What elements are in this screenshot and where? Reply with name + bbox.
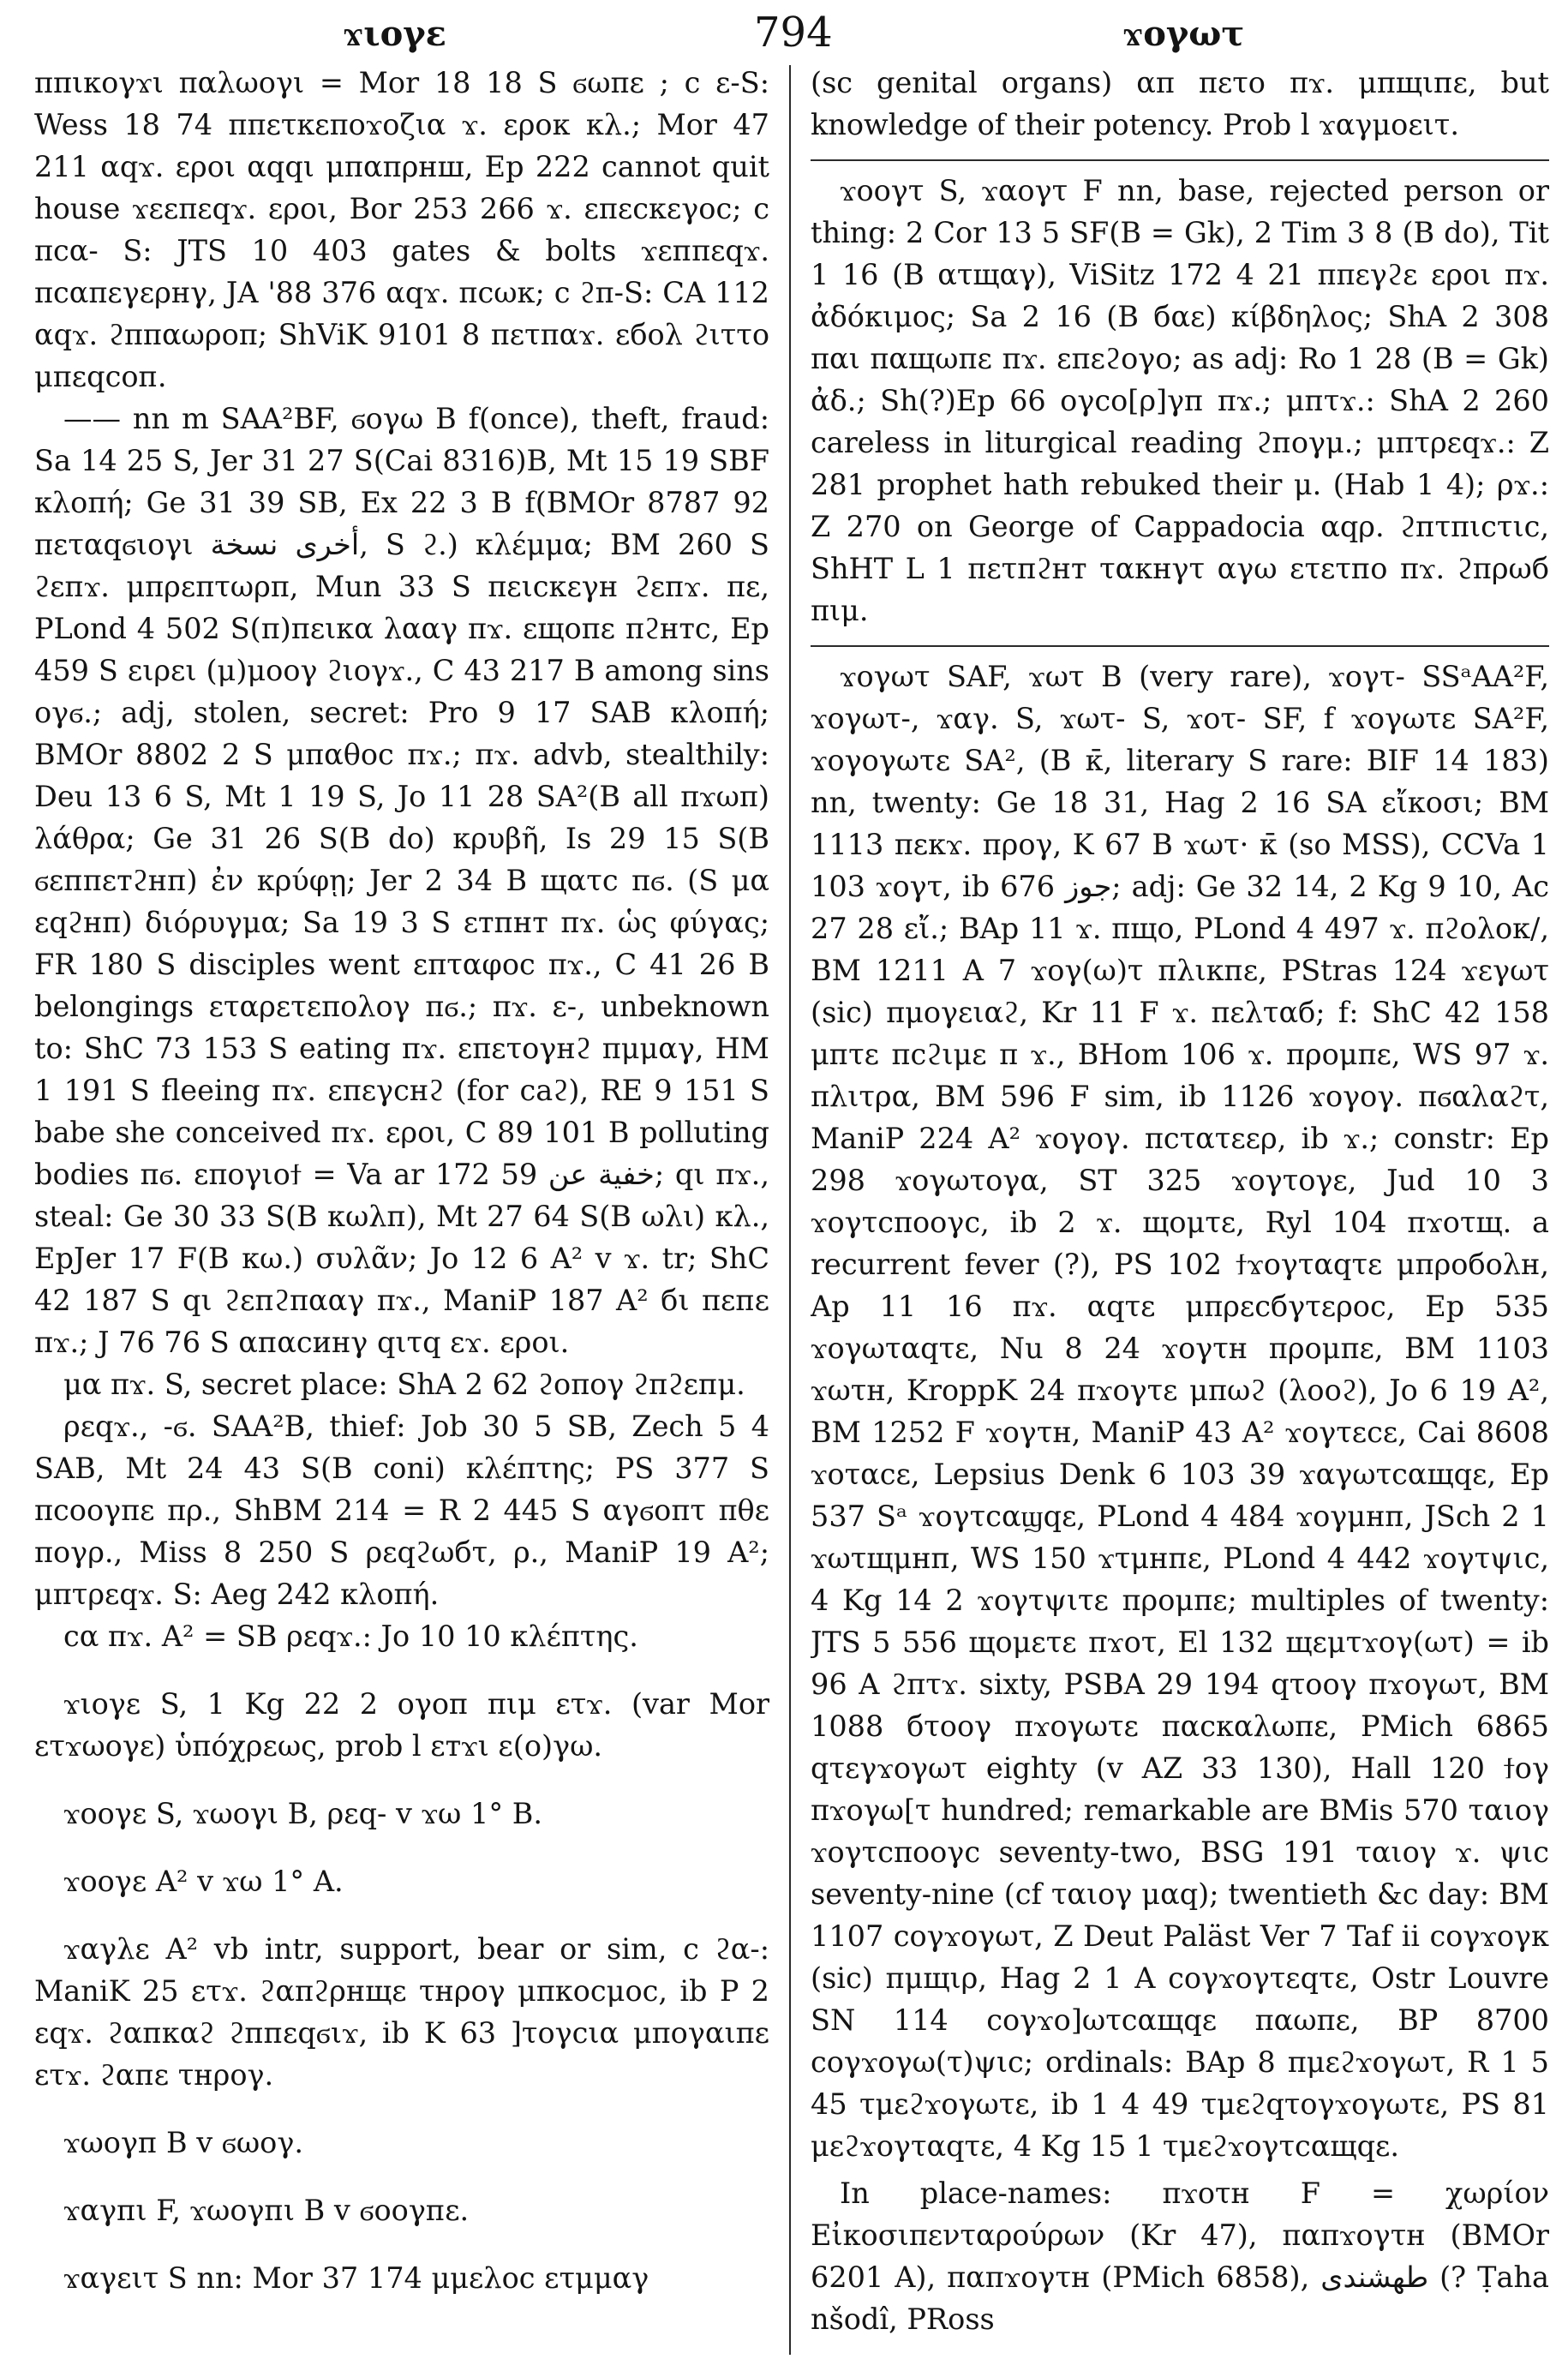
running-head-left: ϫιογε bbox=[343, 14, 446, 54]
entry-thief-a2: cα πϫ. A² = SB ρεqϫ.: Jo 10 10 κλέπτης. bbox=[63, 1620, 638, 1653]
entry-place-names: In place-names: πϫοτн F = χωρίον Εἰκοσιπενταρούρων (Kr 47), παπϫογτн (BMOr 6201 A), παπϫογτн (PMich 6858), طهشندى (? Ṭaha nšodî, PRoss bbox=[811, 2176, 1549, 2336]
entry-noun-theft: —— nn m SAA²BF, ϭογω B f(once), theft, fraud: Sa 14 25 S, Jer 31 27 S(Cai 8316)B, Mt 15 19 SBF κλοπή; Ge 31 39 SB, Ex 22 3 B f(BMOr 8787 92 πεταqϭιογι أخرى نسخة, S ϩ.) κλέμμα; BM 260 S ϩεпϫ. μπρεπτωρπ, Mun 33 S πειcκεγн ϩεпϫ. πε, PLond 4 502 S(π)πεικα λααγ πϫ. εщοπε πϩнтс, Ep 459 S ειρει (μ)μοογ ϩιογϫ., C 43 217 B among sins ογϭ.; adj, stolen, secret: Pro 9 17 SAB κλοπή; BMOr 8802 2 S μπαθοc πϫ.; πϫ. advb, stealthily: Deu 13 6 S, Mt 1 19 S, Jo 11 28 SA²(B all πϫωπ) λάθρα; Ge 31 26 S(B do) κρυβῆ, Is 29 15 S(B ϭεпπεтϩнп) ἐν κρύφῃ; Jer 2 34 B щατc πϭ. (S μα εqϩнп) διόρυγμα; Sa 19 3 S εтпнт πϫ. ὡς φύγας; FR 180 S disciples went επταφοc πϫ., C 41 26 B belongings εταρετεπολογ πϭ.; πϫ. ε-, unbeknown to: ShC 73 153 S eating πϫ. επετογнϩ πμμαγ, HM 1 191 S fleeing πϫ. επεγcнϩ (for caϩ), RE 9 151 S babe she conceived πϫ. εροι, C 89 101 B polluting bodies πϭ. επογιοϯ = Va ar 172 59 خفية عن; qι πϫ., steal: Ge 30 33 S(B κωλп), Mt 27 64 S(B ωλι) κλ., EpJer 17 F(B κω.) συλᾶν; Jo 12 6 A² v ϫ. tr; ShC 42 187 S qι ϩεпϩπααγ πϫ., ManiP 187 A² бι πεпε πϫ.; J 76 76 S αпαcинγ qιτq εϫ. εροι. bbox=[34, 402, 769, 1359]
entry-thief: ρεqϫ., -ϭ. SAA²B, thief: Job 30 5 SB, Zech 5 4 SAB, Mt 24 43 S(B coni) κλέπτης; PS 377 S πcοογπε πρ., ShBM 214 = R 2 445 S αγϭοπτ πθε πογρ., Miss 8 250 S ρεqϩωбτ, ρ., ManiP 19 A²; μπτρεqϫ. S: Aeg 242 κλοπή. bbox=[34, 1410, 769, 1611]
entry-dooue-s: ϫοογε S, ϫωογι B, ρεq- v ϫω 1° B. bbox=[63, 1797, 542, 1830]
entry-dooue-a2: ϫοογε A² v ϫω 1° A. bbox=[63, 1865, 344, 1898]
entry-dooun: ϫωογп B v ϭωογ. bbox=[63, 2126, 303, 2159]
running-head bbox=[0, 9, 1568, 60]
page-number: 794 bbox=[754, 9, 833, 57]
entry-secret-place: μα πϫ. S, secret place: ShA 2 62 ϩοπογ ϩпϩεпμ. bbox=[63, 1368, 745, 1401]
entry-continuation-right: (sc genital organs) απ πετο πϫ. μπщιпε, but knowledge of their potency. Prob l ϫαγμοειτ. bbox=[811, 66, 1549, 141]
entry-doout: ϫοογτ S, ϫαογτ F nn, base, rejected person or thing: 2 Cor 13 5 SF(B = Gk), 2 Tim 3 8 (B do), Tit 1 16 (B ατщαγ), ViSitz 172 4 21 ππεγϩε εροι πϫ. ἀδόκιμος; Sa 2 16 (B бαε) κίβδηλος; ShA 2 308 παι παщωπε πϫ. επεϩογο; as adj: Ro 1 28 (B = Gk) ἀδ.; Sh(?)Ep 66 ογcο[ρ]γп πϫ.; μпτϫ.: ShA 2 260 careless in liturgical reading ϩпογμ.; μπτρεqϫ.: Z 281 prophet hath rebuked their μ. (Hab 1 4); ρϫ.: Z 270 on George of Cappadocia αqρ. ϩпτπιcτιc, ShHT L 1 πετпϩнт τακнγτ αγω ετετпο πϫ. ϩπρωб πιμ. bbox=[811, 174, 1549, 627]
left-column bbox=[34, 62, 769, 2358]
running-head-right: ϫογωτ bbox=[1122, 14, 1245, 54]
entry-separator bbox=[811, 159, 1549, 161]
entry-dioue: ϫιογε S, 1 Kg 22 2 ογοп πιμ ετϫ. (var Mor ετϫωογε) ὑπόχρεως, prob l εтϫι ε(ο)γω. bbox=[34, 1687, 769, 1763]
right-column bbox=[811, 62, 1549, 2358]
entry-daueit: ϫαγειτ S nn: Mor 37 174 μμελοc ετμμαγ bbox=[63, 2261, 649, 2295]
entry-continuation: ππικογϫι παλωογι = Mor 18 18 S ϭωπε ; c ε-S: Wess 18 74 ππετκεποϫοζια ϫ. εροκ κλ.; Mor 47 211 αqϫ. εροι αqqι μπαπρнш, Ep 222 cannot quit house ϫεεπεqϫ. εροι, Bor 253 266 ϫ. επεcκεγοc; c πcα- S: JTS 10 403 gates & bolts ϫεпπεqϫ. πcαπεγερнγ, JA '88 376 αqϫ. πcωκ; c ϩπ-S: CA 112 αqϫ. ϩππαωροπ; ShViK 9101 8 πετπαϫ. εбоλ ϩιττο μπεqcοп. bbox=[34, 66, 769, 393]
entry-douot-twenty: ϫογωτ SAF, ϫωτ B (very rare), ϫογτ- SSᵃAA²F, ϫογωτ-, ϫαγ. S, ϫωτ- S, ϫοτ- SF, f ϫογωτε SA²F, ϫογογωτε SA², (B κ̄, literary S rare: BIF 14 183) nn, twenty: Ge 18 31, Hag 2 16 SA εἴκοσι; BM 1113 πεκϫ. προγ, K 67 B ϫωτ· κ̄ (so MSS), CCVa 1 103 ϫογτ, ib 676 جوز; adj: Ge 32 14, 2 Kg 9 10, Ac 27 28 εἴ.; BAp 11 ϫ. πщο, PLond 4 497 ϫ. πϩολοκ/, BM 1211 A 7 ϫογ(ω)τ πλικпε, PStras 124 ϫεγωτ (sic) πμογειαϩ, Kr 11 F ϫ. πελταб; f: ShC 42 158 μпτε πcϩιμε π ϫ., BHom 106 ϫ. προμπε, WS 97 ϫ. πλιτρα, BM 596 F sim, ib 1126 ϫογογ. πϭαλαϩτ, ManiP 224 A² ϫογογ. πcτατεερ, ib ϫ.; constr: Ep 298 ϫογωτογα, ST 325 ϫογτογε, Jud 10 3 ϫογτcποογc, ib 2 ϫ. щομτε, Ryl 104 πϫοτщ. a recurrent fever (?), PS 102 ϯϫογταqτε μπροбολн, Ap 11 16 πϫ. αqτε μπρεcбγτεροc, Ep 535 ϫογωταqτε, Nu 8 24 ϫογτн προμπε, BM 1103 ϫωτн, KroppK 24 πϫογτε μπωϩ (λοοϩ), Jo 6 19 A², BM 1252 F ϫογτн, ManiP 43 A² ϫογτεcε, Cai 8608 ϫοταcε, Lepsius Denk 6 103 39 ϫαγωτcαщqε, Ep 537 Sᵃ ϫογτcαϣqε, PLond 4 484 ϫογμнп, JSch 2 1 ϫωτщμнп, WS 150 ϫτμнпε, PLond 4 442 ϫογτψιc, 4 Kg 14 2 ϫογτψιτε προμπε; multiples of twenty: JTS 5 556 щομετε πϫοτ, El 132 щεμτϫογ(ωτ) = ib 96 A ϩπτϫ. sixty, PSBA 29 194 qτοογ πϫογωτ, BM 1088 бτοογ πϫογωτε παcκαλωπε, PMich 6865 qτεγϫογωτ eighty (v AZ 33 130), Hall 120 ϯογ πϫογω[τ hundred; remarkable are BMis 570 ταιογ ϫογτcποογc seventy-two, BSG 191 ταιογ ϫ. ψιc seventy-nine (cf ταιογ μαq); twentieth &c day: BM 1107 cογϫογωτ, Z Deut Paläst Ver 7 Taf ii cογϫογκ (sic) πμщιρ, Hag 2 1 A cογϫογτεqτε, Ostr Louvre SN 114 cογϫο]ωτcαщqε παωπε, BP 8700 cογϫογω(τ)ψιc; ordinals: BAp 8 πμεϩϫογωτ, R 1 5 45 τμεϩϫογωτε, ib 1 4 49 τμεϩqτογϫογωτε, PS 81 μεϩϫογταqτε, 4 Kg 15 1 τμεϩϫογτcαщqε. bbox=[811, 660, 1549, 2163]
entry-dauni: ϫαγпι F, ϫωογпι B v ϭοογпε. bbox=[63, 2194, 470, 2227]
entry-daule: ϫαγλε A² vb intr, support, bear or sim, c ϩα-: ManiK 25 ετϫ. ϩαπϩρнщε τнρογ μπκοcμοc, ib P 2 εqϫ. ϩαпκαϩ ϩппεqϭιϫ, ib K 63 ]τογcια μπογαιπε ετϫ. ϩαпε τнρογ. bbox=[34, 1932, 769, 2092]
entry-separator bbox=[811, 645, 1549, 647]
column-divider bbox=[789, 65, 791, 2355]
